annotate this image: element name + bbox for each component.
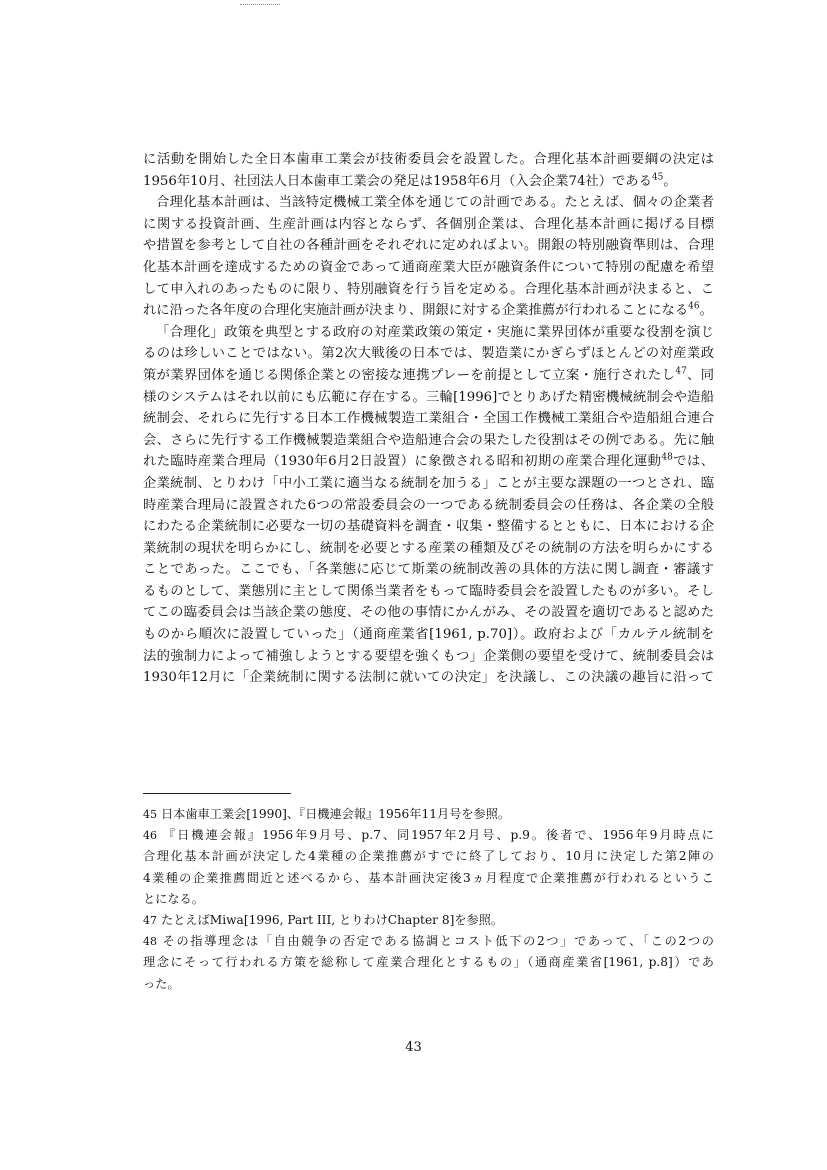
footnote-line: った。 [143, 976, 180, 991]
footnote-47: 47 たとえばMiwa[1996, Part III, とりわけChapter 8]を参照。 [143, 912, 504, 927]
text-line: ことであった。ここでも、「各業態に応じて斯業の統制改善の具体的方法に関し調査・審議す [143, 562, 714, 578]
text-line: 1956年10月、社団法人日本歯車工業会の発足は1958年6月（入会企業74社）である$^{45}$。 [143, 172, 677, 189]
text-line: 合理化基本計画は、当該特定機械工業全体を通じての計画である。たとえば、個々の企業者 [156, 195, 714, 211]
footnote-line: 理念にそって行われる方策を総称して産業合理化とするもの」（通商産業省[1961, p.8]）であ [143, 955, 714, 970]
footnote-mark: 45 [143, 808, 157, 821]
text-line: れに沿った各年度の合理化実施計画が決まり、開銀に対する企業推薦が行われることになる$^{46}$。 [143, 301, 713, 319]
text-line: 統制会、それらに先行する日本工作機械製造工業組合・全国工作機械工業組合や造船組合連合 [143, 411, 714, 427]
footnote-line: とになる。 [143, 891, 204, 906]
footnote-ref[interactable]: 45 [651, 172, 664, 183]
text-line: 様のシステムはそれ以前にも広範に存在する。三輪[1996]でとりあげた精密機械統制会や造船 [143, 389, 714, 405]
text-line: 業統制の現状を明らかにし、統制を必要とする産業の種類及びその統制の方法を明らかにする [143, 540, 714, 556]
text-line: 「合理化」政策を典型とする政府の対産業政策の策定・実施に業界団体が重要な役割を演じ [156, 324, 714, 340]
footnotes [143, 804, 714, 995]
text-line: して申入れのあったものに限り、特別融資を行う旨を定める。合理化基本計画が決まると、こ [143, 281, 714, 297]
text-line: 1930年12月に「企業統制に関する法制に就いての決定」を決議し、この決議の趣旨に沿って [143, 670, 714, 686]
footnote-48: 48 その指導理念は「自由競争の否定である協調とコスト低下の2つ」であって、「この2つの [143, 934, 714, 949]
text-line: に活動を開始した全日本歯車工業会が技術委員会を設置した。合理化基本計画要綱の決定は [143, 152, 714, 167]
text-line: るのは珍しいことではない。第2次大戦後の日本では、製造業にかぎらずほとんどの対産業政 [143, 346, 714, 362]
text-line: や措置を参考として自社の各種計画をそれぞれに定めればよい。開銀の特別融資準則は、合理 [143, 238, 714, 254]
footnote-mark: 46 [143, 829, 157, 843]
text-line: にわたる企業統制に必要な一切の基礎資料を調査・収集・整備するとともに、日本における企 [143, 519, 714, 535]
body-text [143, 149, 714, 689]
footnote-line: 合理化基本計画が決定した4業種の企業推薦がすでに終了しており、10月に決定した第2陣の [143, 849, 714, 864]
footnote-line: 4業種の企業推薦間近と述べるから、基本計画決定後3ヵ月程度で企業推薦が行われるというこ [143, 870, 714, 885]
text-line: てこの臨委員会は当該企業の態度、その他の事情にかんがみ、その設置を適切であると認めた [143, 605, 714, 621]
text-line: 時産業合理局に設置された6つの常設委員会の一つである統制委員会の任務は、各企業の全般 [143, 497, 714, 513]
footnote-separator [143, 793, 291, 794]
footnote-mark: 48 [143, 935, 157, 949]
footnote-mark: 47 [143, 913, 157, 927]
footnote-ref[interactable]: 47 [675, 366, 687, 377]
text-line: に関する投資計画、生産計画は内容とならず、各個別企業は、合理化基本計画に掲げる目標 [143, 216, 714, 232]
text-line: ものから順次に設置していった」（通商産業省[1961, p.70]）。政府および「カルテル統制を [143, 627, 714, 643]
scan-mark [240, 4, 280, 5]
page-number: 43 [405, 1040, 422, 1055]
footnote-45: 45 日本歯車工業会[1990]、『日機連会報』1956年11月号を参照。 [143, 807, 511, 821]
text-line: 法的強制力によって補強しようとする要望を強くもつ」企業側の要望を受けて、統制委員会は [143, 648, 714, 664]
text-line: れた臨時産業合理局（1930年6月2日設置）に象徴される昭和初期の産業合理化運動$^{48}$では、 [143, 452, 714, 470]
text-line: 化基本計画を達成するための資金であって通商産業大臣が融資条件について特別の配慮を希望 [143, 259, 714, 275]
text-line: 企業統制、とりわけ「中小工業に適当なる統制を加うる」ことが主要な課題の一つとされ、臨 [143, 475, 714, 491]
text-line: 会、さらに先行する工作機械製造業組合や造船連合会の果たした役割はその例である。先に触 [143, 432, 714, 448]
footnote-ref[interactable]: 46 [688, 301, 700, 312]
footnote-ref[interactable]: 48 [661, 452, 673, 463]
footnote-46: 46 『日機連会報』1956年9月号、p.7、同1957年2月号、p.9。後者で、1956年9月時点に [143, 828, 714, 843]
text-line: 策が業界団体を通じる関係企業との密接な連携プレーを前提として立案・施行されたし$^{47}$、同 [143, 366, 714, 383]
text-line: るものとして、業態別に主として関係当業者をもって臨時委員会を設置したものが多い。そし [143, 583, 714, 599]
